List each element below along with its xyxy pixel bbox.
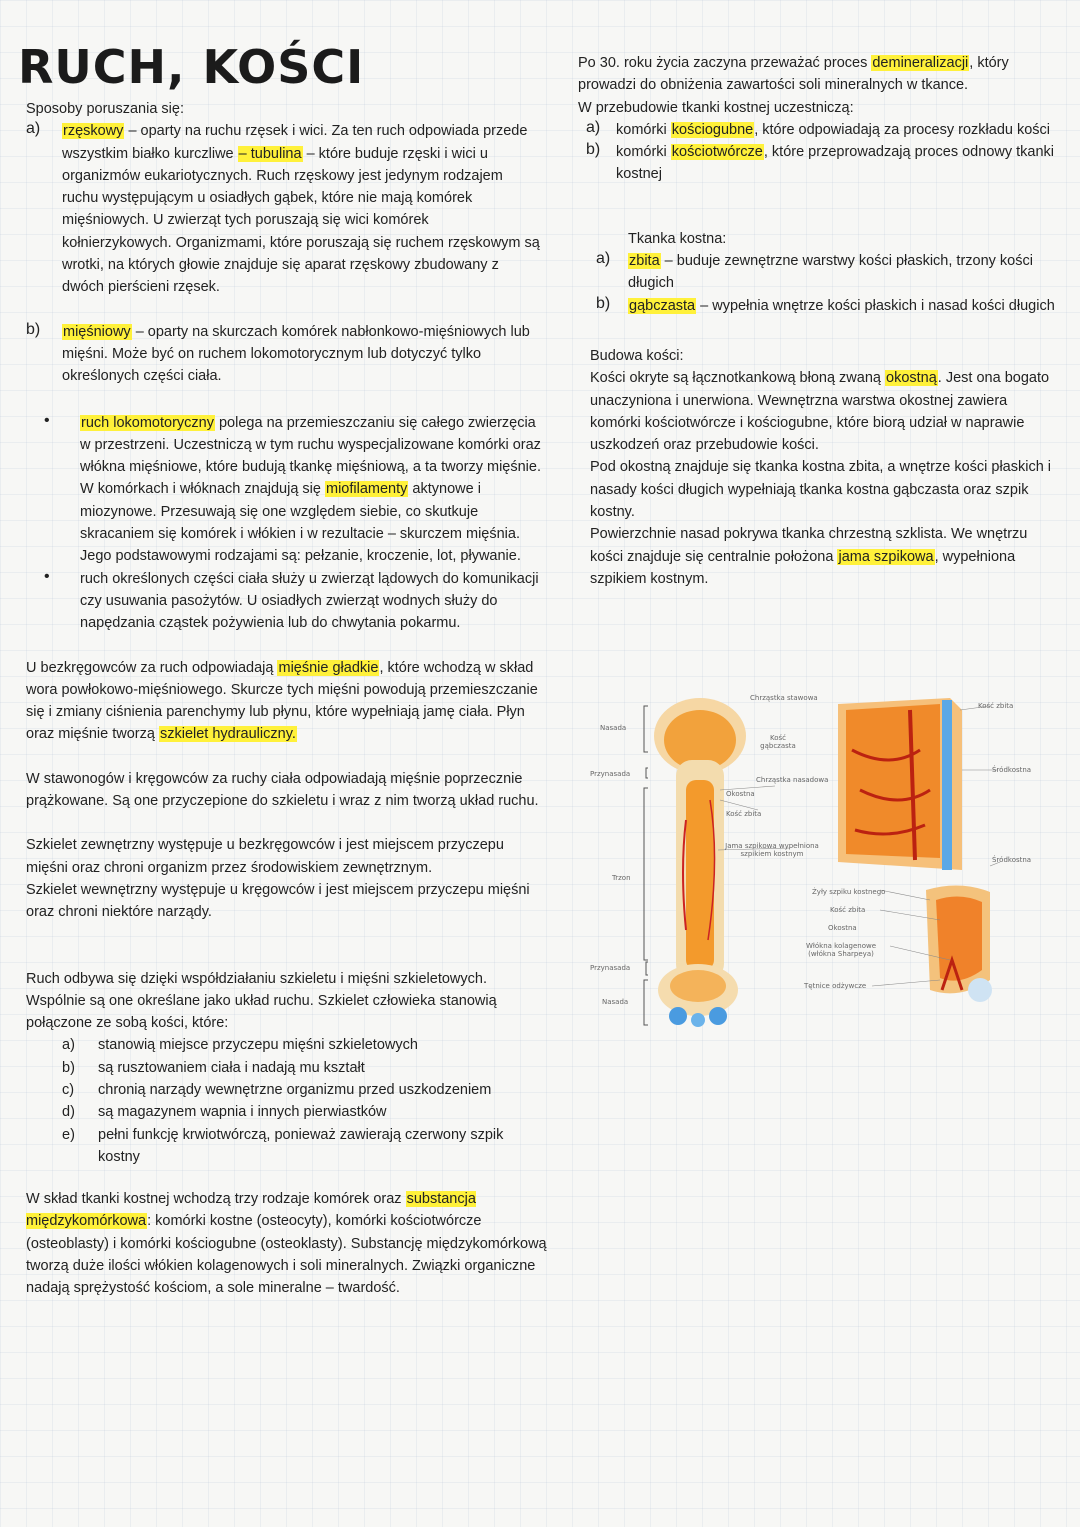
bone-function-text: są magazynem wapnia i innych pierwiastków <box>98 1104 387 1121</box>
term-kosciogubne: kościogubne <box>671 121 754 138</box>
term-jama-szpikowa: jama szpikowa <box>838 548 934 565</box>
cells-a <box>578 119 1058 141</box>
budowa-kosci <box>578 345 1058 590</box>
term-miesniowy: mięśniowy <box>63 323 131 340</box>
label-okostna: Okostna <box>726 790 755 798</box>
term-demineralizacji: demineralizacji <box>872 55 969 71</box>
label-zyly-szpiku: Żyły szpiku kostnego <box>812 888 886 896</box>
text: polega na przemieszczaniu się całego zwierzęcia w przestrzeni. Uczestniczą w tym ruchu wyspecjalizowane komórki oraz włókna mięśniowe, które budują tkankę mięśniową, a ta tworzy mięśnie. W komórkach i włóknach znajdują się <box>80 414 541 498</box>
label-przynasada-top: Przynasada <box>590 770 631 778</box>
text <box>590 367 1058 456</box>
text: aktynowe i miozynowe. Przesuwają się one względem siebie, co skutkuje skracaniem się komórek i włókien i w rezultacie – skurczem mięśnia. Jego podstawowymi rodzajami są: pełzanie, kroczenie, lot, pływanie. <box>80 481 521 565</box>
text: Pod okostną znajduje się tkanka kostna zbita, a wnętrze kości płaskich i nasady kości długich wypełniają tkanka kostna gąbczasta oraz szpik kostny. <box>590 459 1052 521</box>
bullet-lokomotoryczny <box>26 412 548 568</box>
bone-figure <box>590 690 1050 1035</box>
text: . Jest ona bogato unaczyniona i unerwiona. Wewnętrzna warstwa okostnej zawiera komórki kościotwórcze i kościogubne, które biorą udział w naprawie uszkodzeń oraz przebudowie kości. <box>590 370 1050 454</box>
list-marker: b) <box>596 294 611 312</box>
paragraph-ruch: Ruch odbywa się dzięki współdziałaniu szkieletu i mięśni szkieletowych. Wspólnie są one określane jako układ ruchu. Szkielet człowieka stanowią połączone ze sobą kości, które: <box>26 970 497 1032</box>
text: , które wchodzą w skład wora powłokowo-mięśniowego. Skurcze tych mięśni powodują przemieszczanie się i zmiany ciśnienia parenchymy lub płynu, które wypełniają jamę ciała. Płyn oraz mięśnie tworzą <box>26 659 538 743</box>
bullet: • <box>44 567 50 585</box>
intro-text: Sposoby poruszania się: <box>26 101 184 117</box>
paragraph-sklad <box>26 1188 548 1299</box>
left-column <box>26 98 548 1300</box>
movement-type-b <box>26 321 548 388</box>
budowa-title: Budowa kości: <box>590 347 684 364</box>
bone-function-item <box>62 1124 548 1169</box>
text: U bezkręgowców za ruch odpowiadają <box>26 659 278 676</box>
bone-function-item <box>62 1057 548 1079</box>
text: – oparty na ruchu rzęsek i wici. Za ten ruch odpowiada przede wszystkim białko kurczliwe <box>62 123 528 162</box>
bullet-czesci-ciala <box>26 568 548 635</box>
term-substancja-miedzykomorkowa: substancja międzykomórkowa <box>26 1191 476 1230</box>
term-zbita: zbita <box>629 253 660 270</box>
label-jama-szpikowa: Jama szpikowa wypełniona szpikiem kostnym <box>725 842 819 858</box>
text: Powierzchnie nasad pokrywa tkanka chrzestną szklista. We wnętrzu kości znajduje się centralnie położona <box>590 526 1028 565</box>
term-tubulina: – tubulina <box>238 145 302 162</box>
list-marker: a) <box>596 250 611 268</box>
list-marker: a) <box>62 1037 75 1054</box>
label-wlokna: Włókna kolagenowe (włókna Sharpeya) <box>805 942 877 958</box>
label-przynasada-bottom: Przynasada <box>590 964 631 972</box>
text: komórki <box>616 121 671 138</box>
text: – wypełnia wnętrze kości płaskich i nasad kości długich <box>696 297 1055 314</box>
text: Kości okryte są łącznotkankową błoną zwaną <box>590 370 885 387</box>
term-miofilamenty: miofilamenty <box>326 481 408 498</box>
label-kosc-zbita: Kość zbita <box>726 810 762 818</box>
bone-function-text: są rusztowaniem ciała i nadają mu kształt <box>98 1059 365 1076</box>
term-rzeskowy: rzęskowy <box>63 123 124 140</box>
paragraph-stawonogi: W stawonogów i kręgowców za ruchy ciała odpowiadają mięśnie poprzecznie prążkowane. Są one przyczepione do szkieletu i wraz z nim tworzą układ ruchu. <box>26 770 539 810</box>
paragraph-demineralizacja <box>578 52 1058 97</box>
label-kosc-gabczasta: Kość gąbczasta <box>760 734 796 750</box>
text: – oparty na skurczach komórek nabłonkowo-mięśniowych lub mięśni. Może być on ruchem lokomotorycznym lub dotyczyć tylko określonych części ciała. <box>62 323 530 385</box>
bone-function-item <box>62 1101 548 1123</box>
term-kosciotworcze: kościotwórcze <box>671 144 763 161</box>
bone-function-text: chronią narządy wewnętrzne organizmu przed uszkodzeniem <box>98 1081 492 1098</box>
movement-type-a <box>26 120 548 298</box>
right-column <box>578 52 1058 590</box>
term-gabczasta: gąbczasta <box>629 297 696 314</box>
bullet: • <box>44 411 50 429</box>
text <box>590 523 1058 590</box>
term-miesnie-gladkie: mięśnie gładkie <box>278 659 379 676</box>
label-nasada-top: Nasada <box>600 724 627 732</box>
text: : komórki kostne (osteocyty), komórki kościotwórcze (osteoblasty) i komórki kościogubne (osteoklasty). Substancję międzykomórkową tworzą duże ilości włókien kolagenowych i soli mineralnych. Związki organiczne nadają sprężystość kościom, a sole mineralne – twardość. <box>26 1213 547 1297</box>
tkanka-zbita <box>578 250 1058 295</box>
list-marker: c) <box>62 1081 75 1098</box>
list-marker: b) <box>586 141 601 159</box>
label-chrzastka-stawowa: Chrząstka stawowa <box>750 694 818 702</box>
label-kosc-zbita-right: Kość zbita <box>978 702 1014 710</box>
term-szkielet-hydrauliczny: szkielet hydrauliczny. <box>159 726 296 743</box>
term-ruch-lokomotoryczny: ruch lokomotoryczny <box>81 414 214 431</box>
label-kosc-zbita-2: Kość zbita <box>830 906 866 914</box>
text: W przebudowie tkanki kostnej uczestniczą: <box>578 99 854 116</box>
cells-b <box>578 141 1058 186</box>
text: , który prowadzi do obniżenia zawartości soli mineralnych w tkance. <box>578 55 1009 94</box>
paragraph-szkielet-wewnetrzny: Szkielet wewnętrzny występuje u kręgowców i jest miejscem przyczepu mięśni oraz chroni niektóre narządy. <box>26 881 530 921</box>
text: Po 30. roku życia zaczyna przeważać proces <box>578 55 872 71</box>
list-marker: a) <box>26 120 41 138</box>
list-marker: d) <box>62 1104 75 1121</box>
tkanka-kostna-title: Tkanka kostna: <box>628 230 727 247</box>
bone-function-item <box>62 1079 548 1101</box>
label-okostna-2: Okostna <box>828 924 857 932</box>
text: komórki <box>616 144 671 161</box>
text: – buduje zewnętrzne warstwy kości płaskich, trzony kości długich <box>628 253 1033 292</box>
bone-function-text: stanowią miejsce przyczepu mięśni szkieletowych <box>98 1037 418 1054</box>
paragraph-szkielet-zewnetrzny: Szkielet zewnętrzny występuje u bezkręgowców i jest miejscem przyczepu mięśni oraz chroni organizm przez środowiskiem zewnętrznym. <box>26 837 504 876</box>
paragraph-bezkregowcy <box>26 657 548 746</box>
bone-function-item <box>62 1034 548 1056</box>
term-okostna: okostną <box>886 370 937 387</box>
bone-functions-list <box>26 1034 548 1168</box>
list-marker: e) <box>62 1126 75 1143</box>
label-trzon: Trzon <box>612 874 631 882</box>
bone-function-text: pełni funkcję krwiotwórczą, ponieważ zawierają czerwony szpik kostny <box>98 1126 504 1165</box>
label-srodkostna-2: Śródkostna <box>992 856 1032 864</box>
label-nasada-bottom: Nasada <box>602 998 629 1006</box>
text: ruch określonych części ciała służy u zwierząt lądowych do komunikacji czy usuwania pasożytów. U osiadłych zwierząt wodnych służy do napędzania cząstek pożywienia lub do chwytania pokarmu. <box>80 570 539 632</box>
text: – które buduje rzęski i wici u organizmów eukariotycznych. Ruch rzęskowy jest jedynym rodzajem ruchu występującym u osiadłych gąbek, które nie mają komórek mięśniowych. U zwierząt tych poruszają się wici komórek kołnierzykowych. Organizmami, które poruszają się ruchem rzęskowym są wrotki, na których głowie znajduje się aparat rzęskowy zbudowany z dwóch pierścieni rzęsek. <box>62 145 540 296</box>
text: , wypełniona szpikiem kostnym. <box>590 548 1016 587</box>
label-srodkostna-1: Śródkostna <box>992 766 1032 774</box>
list-marker: a) <box>586 118 601 136</box>
label-chrzastka-nasadowa: Chrząstka nasadowa <box>756 776 829 784</box>
label-tetnice: Tętnice odżywcze <box>804 982 867 990</box>
tkanka-gabczasta <box>578 295 1058 317</box>
page-title: RUCH, KOŚCI <box>18 40 365 94</box>
list-marker: b) <box>26 320 41 338</box>
text: , które przeprowadzają proces odnowy tkanki kostnej <box>616 144 1055 183</box>
text: , które odpowiadają za procesy rozkładu kości <box>754 121 1051 138</box>
text: W skład tkanki kostnej wchodzą trzy rodzaje komórek oraz <box>26 1191 406 1208</box>
list-marker: b) <box>62 1059 75 1076</box>
